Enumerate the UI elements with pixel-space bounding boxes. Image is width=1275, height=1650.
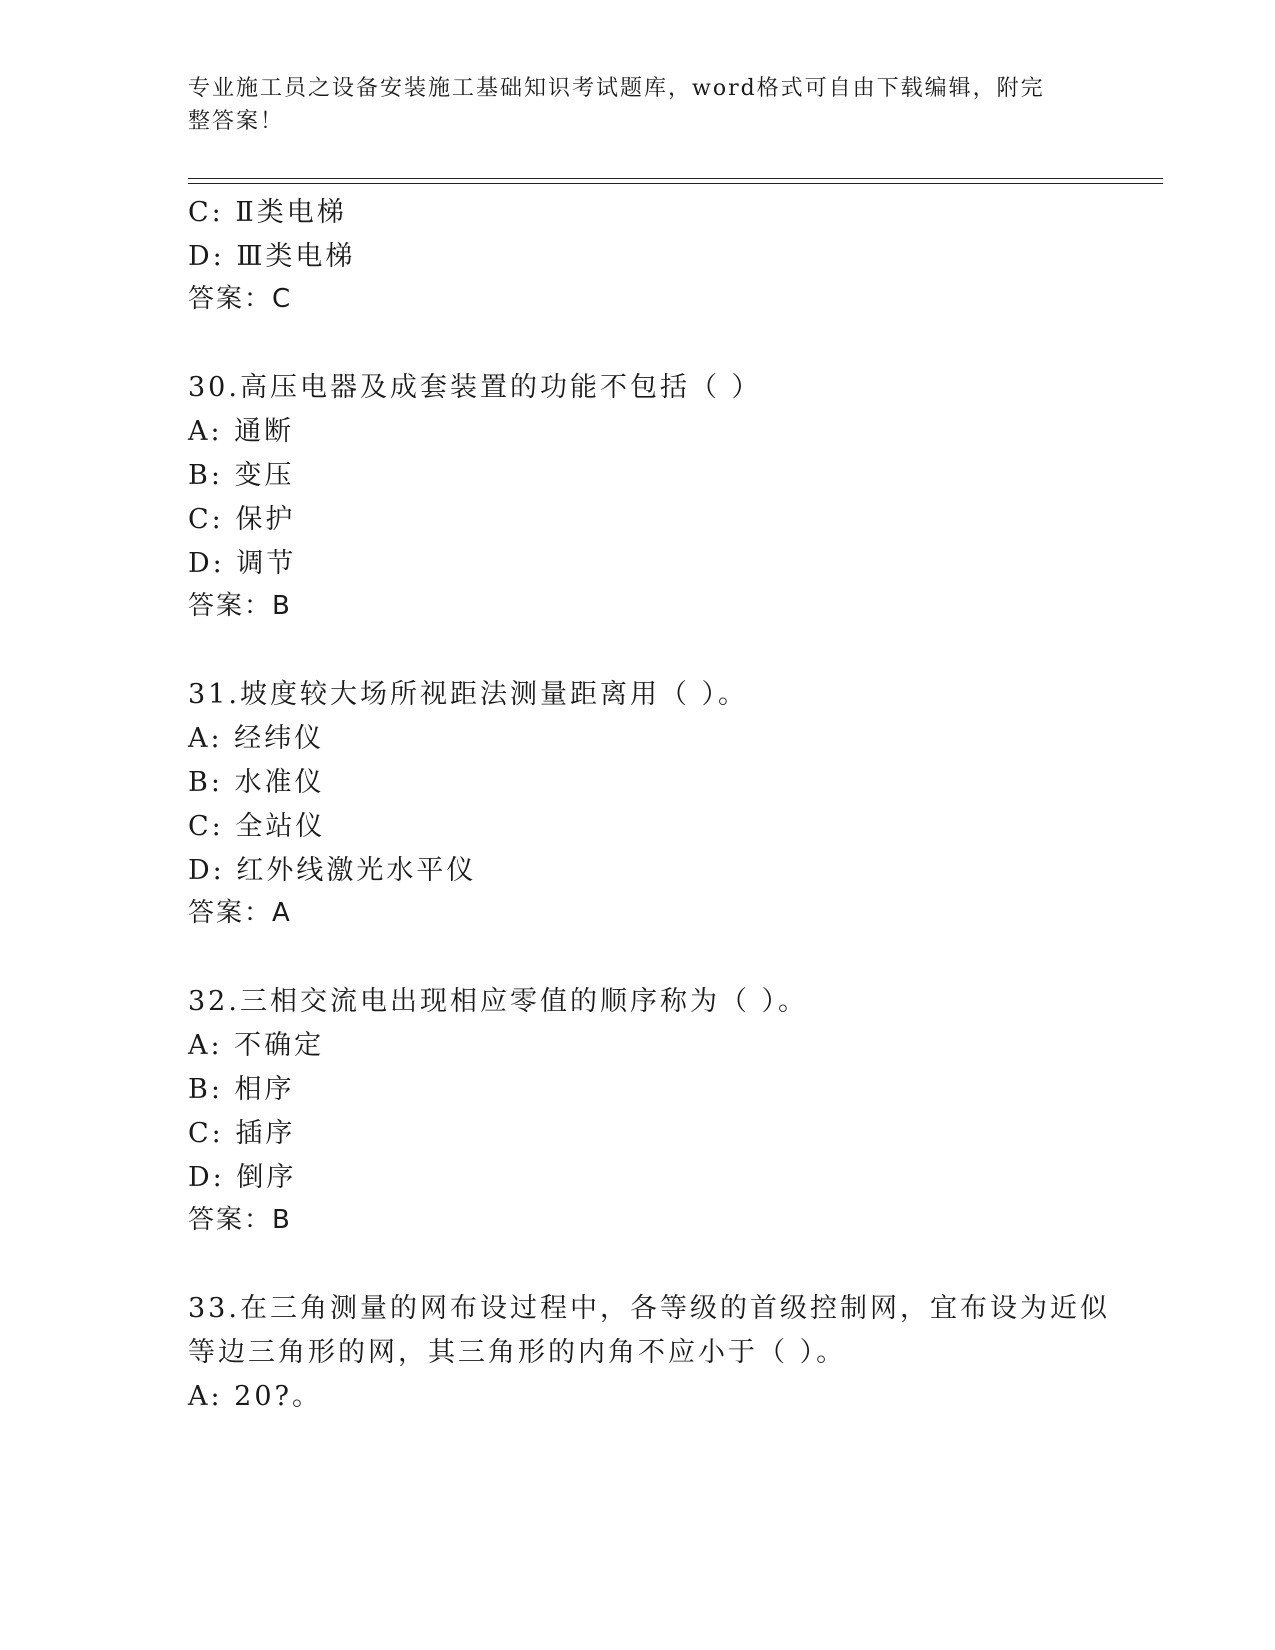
header-divider-top xyxy=(188,178,1163,179)
option-line: D: 倒序 xyxy=(188,1162,297,1193)
answer-line: 答案：A xyxy=(188,898,292,928)
option-line: D: 红外线激光水平仪 xyxy=(188,855,477,886)
question-stem: 33.在三角测量的网布设过程中，各等级的首级控制网，宜布设为近似 xyxy=(188,1293,1110,1324)
option-line: B: 水准仪 xyxy=(188,767,325,798)
option-line: C: 全站仪 xyxy=(188,811,326,842)
option-line: A: 通断 xyxy=(188,416,295,447)
question-stem: 30.高压电器及成套装置的功能不包括（ ） xyxy=(188,372,762,403)
header-divider-bottom xyxy=(188,183,1163,184)
question-stem: 32.三相交流电出现相应零值的顺序称为（ ）。 xyxy=(188,986,809,1017)
option-line: D: Ⅲ类电梯 xyxy=(188,241,356,272)
question-stem: 31.坡度较大场所视距法测量距离用（ ）。 xyxy=(188,679,749,710)
question-stem-continued: 等边三角形的网，其三角形的内角不应小于（ ）。 xyxy=(188,1337,847,1368)
option-line: C: Ⅱ类电梯 xyxy=(188,197,347,228)
answer-line: 答案：C xyxy=(188,284,293,314)
option-line: A: 经纬仪 xyxy=(188,723,325,754)
option-line: D: 调节 xyxy=(188,548,297,579)
option-line: A: 不确定 xyxy=(188,1030,325,1061)
page-header: 专业施工员之设备安装施工基础知识考试题库，word格式可自由下载编辑，附完整答案！ xyxy=(188,76,1045,134)
answer-line: 答案：B xyxy=(188,1205,292,1235)
option-line: A: 20?。 xyxy=(188,1381,323,1412)
option-line: C: 保护 xyxy=(188,504,296,535)
option-line: B: 相序 xyxy=(188,1074,295,1105)
option-line: B: 变压 xyxy=(188,460,295,491)
answer-line: 答案：B xyxy=(188,591,292,621)
option-line: C: 插序 xyxy=(188,1118,296,1149)
